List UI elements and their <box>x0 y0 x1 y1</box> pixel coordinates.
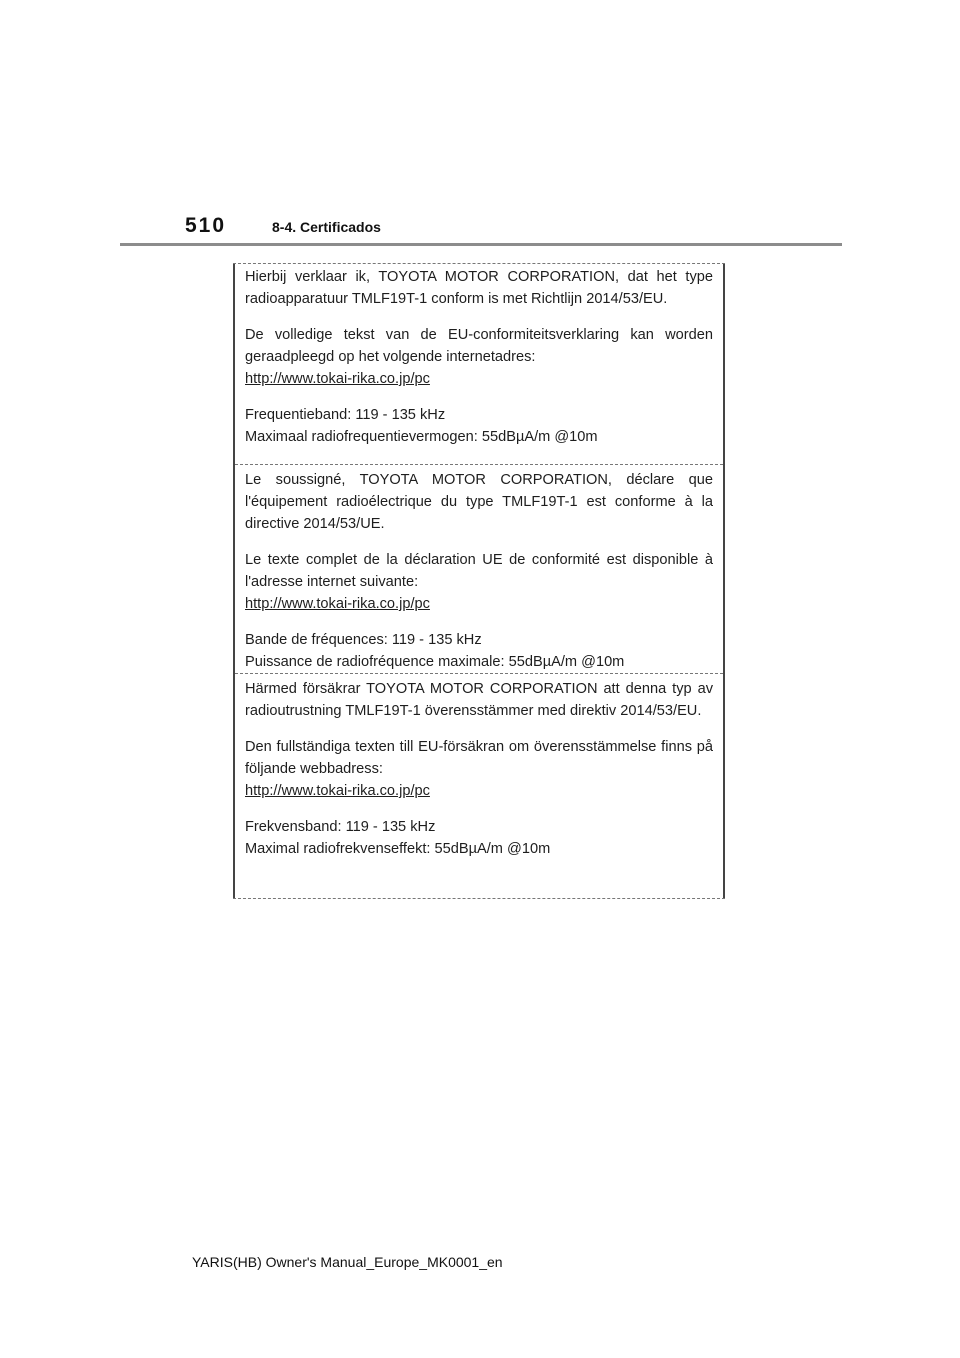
header-rule <box>120 243 842 246</box>
certificate-french <box>235 464 723 672</box>
certificate-dutch <box>235 266 723 463</box>
frequency-band: Bande de fréquences: 119 - 135 kHz <box>245 632 482 648</box>
url-link[interactable]: http://www.tokai-rika.co.jp/pc <box>245 783 430 799</box>
page-number: 510 <box>185 214 227 237</box>
declaration-text: Le soussigné, TOYOTA MOTOR CORPORATION, déclare que l'équipement radioélectrique du type TMLF19T-1 est conforme à la directive 2014/53/UE. <box>245 472 713 532</box>
max-power: Puissance de radiofréquence maximale: 55dBµA/m @10m <box>245 654 625 670</box>
frequency-band: Frequentieband: 119 - 135 kHz <box>245 407 446 423</box>
url-link[interactable]: http://www.tokai-rika.co.jp/pc <box>245 596 430 612</box>
declaration-text: Härmed försäkrar TOYOTA MOTOR CORPORATION att denna typ av radioutrustning TMLF19T-1 överensstämmer med direktiv 2014/53/EU. <box>245 681 713 719</box>
certificate-box <box>233 263 725 899</box>
max-power: Maximal radiofrekvenseffekt: 55dBµA/m @10m <box>245 841 551 857</box>
footer-manual-id: YARIS(HB) Owner's Manual_Europe_MK0001_en <box>192 1254 503 1270</box>
section-title: 8-4. Certificados <box>272 219 381 235</box>
url-link[interactable]: http://www.tokai-rika.co.jp/pc <box>245 371 430 387</box>
frequency-band: Frekvensband: 119 - 135 kHz <box>245 819 436 835</box>
declaration-text: Hierbij verklaar ik, TOYOTA MOTOR CORPORATION, dat het type radioapparatuur TMLF19T-1 conform is met Richtlijn 2014/53/EU. <box>245 269 713 307</box>
full-text-notice: De volledige tekst van de EU-conformiteitsverklaring kan worden geraadpleegd op het volgende internetadres: <box>245 327 713 365</box>
full-text-notice: Den fullständiga texten till EU-försäkran om överensstämmelse finns på följande webbadress: <box>245 739 713 777</box>
full-text-notice: Le texte complet de la déclaration UE de conformité est disponible à l'adresse internet suivante: <box>245 552 713 590</box>
max-power: Maximaal radiofrequentievermogen: 55dBµA/m @10m <box>245 429 598 445</box>
certificate-swedish <box>235 673 723 897</box>
